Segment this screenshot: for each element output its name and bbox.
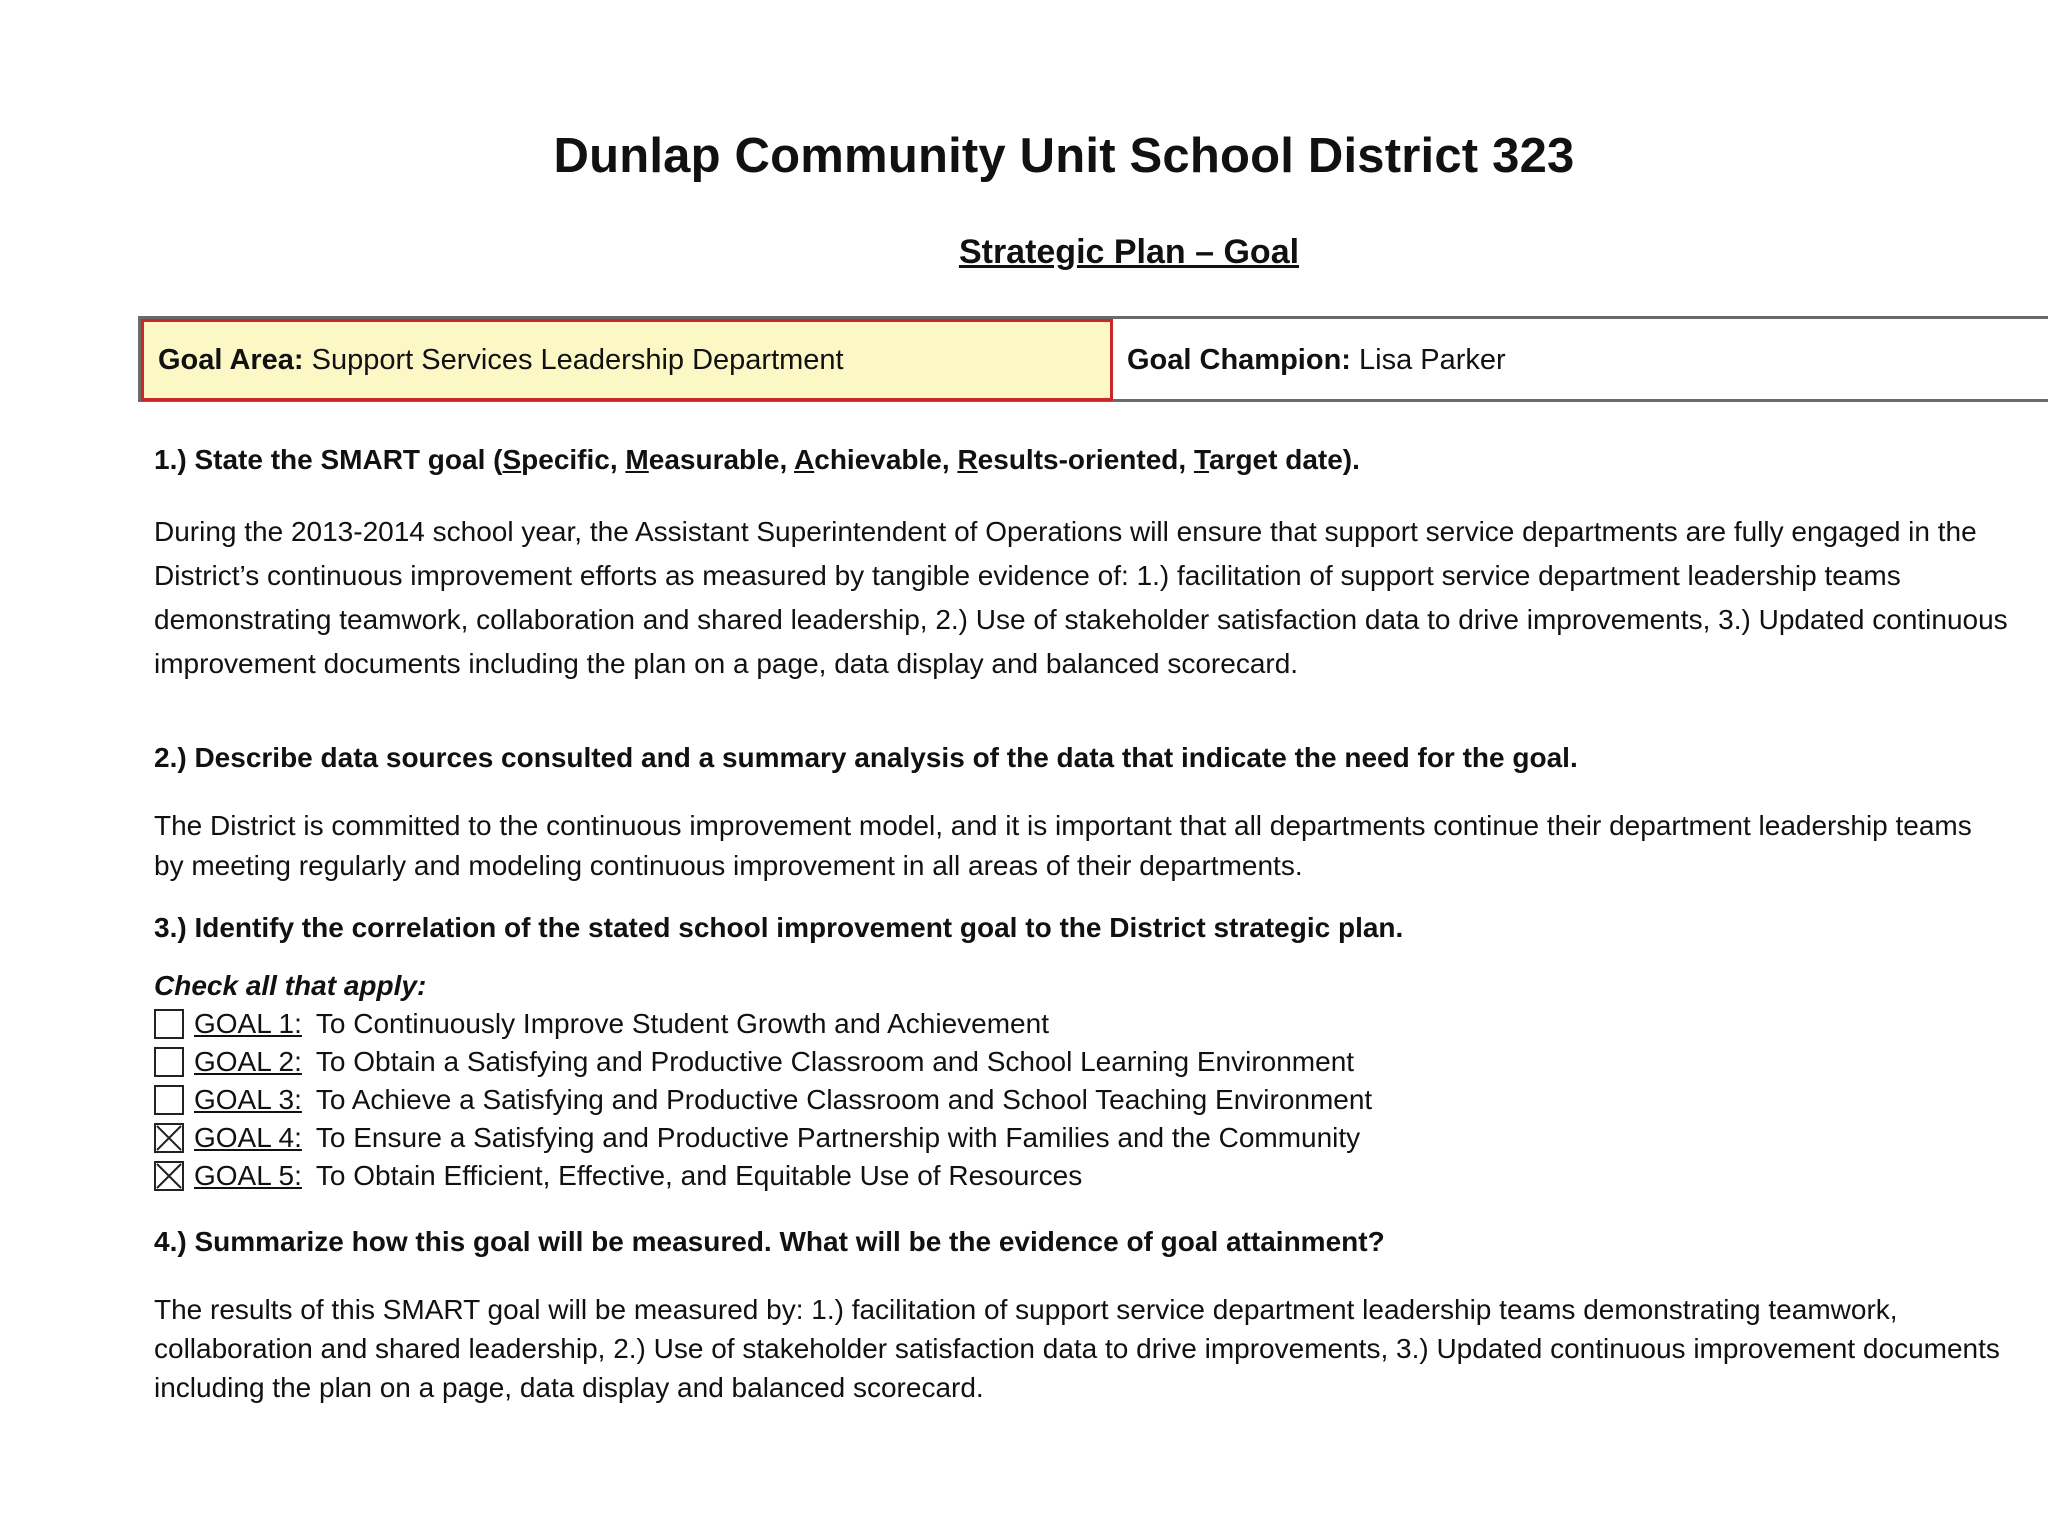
goal-option-3[interactable] [154,1082,1372,1118]
section4-line: The results of this SMART goal will be measured by: 1.) facilitation of support service department leadership teams demonstrating teamwork, [154,1294,1898,1325]
check-all-label: Check all that apply: [154,970,427,1001]
section1-paragraph [154,510,2048,686]
section1-line: During the 2013-2014 school year, the Assistant Superintendent of Operations will ensure that support service departments are fully engaged in the [154,516,1977,547]
goal-option-1[interactable] [154,1006,1049,1042]
goal-2-checkbox[interactable] [154,1047,184,1077]
section4-heading: 4.) Summarize how this goal will be measured. What will be the evidence of goal attainment? [154,1226,1385,1257]
goal-area-value: Support Services Leadership Department [311,344,844,376]
document-title: Dunlap Community Unit School District 323 [553,129,1575,183]
section1-line: District’s continuous improvement efforts as measured by tangible evidence of: 1.) facilitation of support service department leadership teams [154,560,1901,591]
goal-2-id: GOAL 2: [194,1046,302,1077]
goal-4-text: To Ensure a Satisfying and Productive Partnership with Families and the Community [315,1122,1361,1153]
goal-2-text: To Obtain a Satisfying and Productive Classroom and School Learning Environment [315,1046,1355,1077]
goal-1-checkbox[interactable] [154,1009,184,1039]
goal-option-4[interactable] [154,1120,1360,1156]
goal-4-checkbox[interactable] [154,1123,184,1153]
section4-paragraph [154,1290,2048,1407]
goal-option-5[interactable] [154,1158,1082,1194]
goal-1-text: To Continuously Improve Student Growth and Achievement [315,1008,1049,1039]
check-x-icon [156,1125,182,1151]
goal-4-id: GOAL 4: [194,1122,302,1153]
section1-heading: 1.) State the SMART goal (Specific, Measurable, Achievable, Results-oriented, Target date). [154,444,1360,475]
section2-line: by meeting regularly and modeling continuous improvement in all areas of their departments. [154,850,1303,881]
section2-heading: 2.) Describe data sources consulted and a summary analysis of the data that indicate the need for the goal. [154,742,1578,773]
document-subtitle: Strategic Plan – Goal [958,233,1300,271]
goal-5-text: To Obtain Efficient, Effective, and Equitable Use of Resources [315,1160,1083,1191]
goal-header-row [138,316,2048,402]
section2-line: The District is committed to the continuous improvement model, and it is important that all departments continue their department leadership teams [154,810,1972,841]
check-x-icon [156,1163,182,1189]
goal-champion-label: Goal Champion: [1127,344,1351,376]
goal-champion-cell [1127,319,1506,401]
section3-heading: 3.) Identify the correlation of the stated school improvement goal to the District strategic plan. [154,912,1404,943]
section4-line: including the plan on a page, data display and balanced scorecard. [154,1372,984,1403]
goal-option-2[interactable] [154,1044,1354,1080]
section4-line: collaboration and shared leadership, 2.) Use of stakeholder satisfaction data to drive improvements, 3.) Updated continuous improvement documents [154,1333,2000,1364]
goal-3-checkbox[interactable] [154,1085,184,1115]
goal-3-text: To Achieve a Satisfying and Productive Classroom and School Teaching Environment [315,1084,1373,1115]
goal-area-cell[interactable] [141,319,1113,401]
goal-5-id: GOAL 5: [194,1160,302,1191]
section1-line: improvement documents including the plan on a page, data display and balanced scorecard. [154,648,1299,679]
goal-champion-value: Lisa Parker [1359,344,1506,376]
goal-5-checkbox[interactable] [154,1161,184,1191]
section2-paragraph [154,806,2048,886]
goal-area-label: Goal Area: [158,344,304,376]
goal-3-id: GOAL 3: [194,1084,302,1115]
goal-1-id: GOAL 1: [194,1008,302,1039]
section1-line: demonstrating teamwork, collaboration and shared leadership, 2.) Use of stakeholder satisfaction data to drive improvements, 3.) Updated continuous [154,604,2008,635]
